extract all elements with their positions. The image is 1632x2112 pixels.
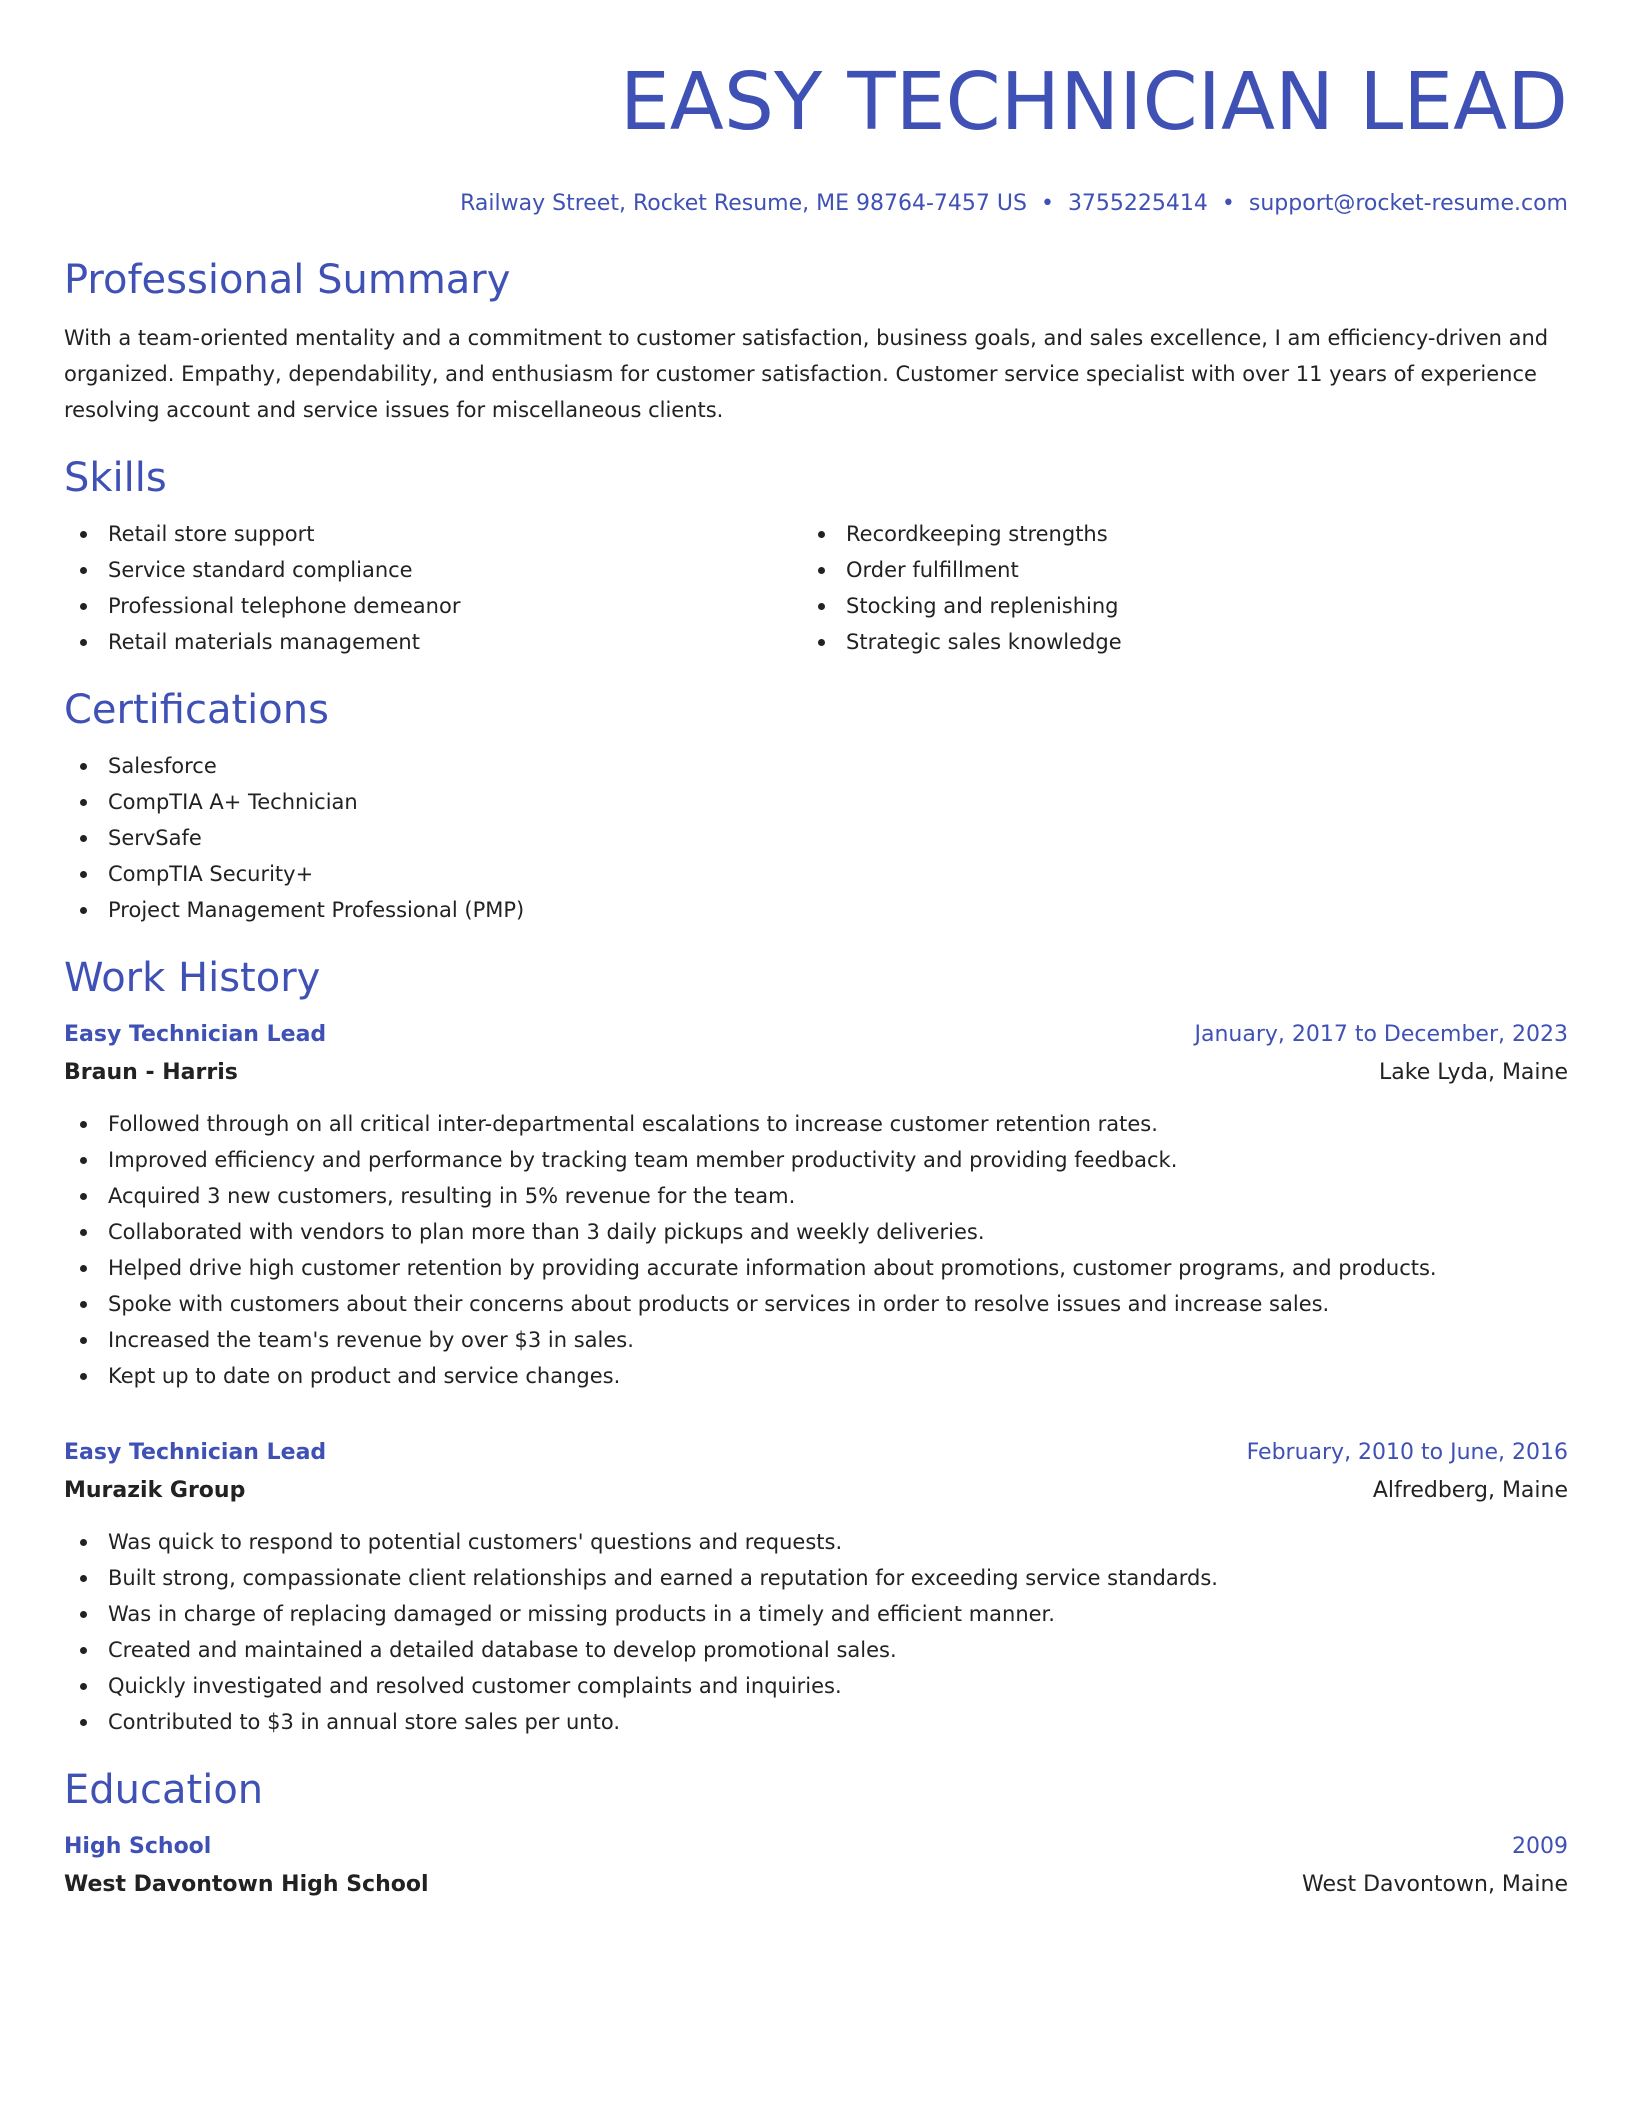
job-duty-item: Acquired 3 new customers, resulting in 5% revenue for the team. — [64, 1178, 1568, 1214]
work-history-section — [64, 954, 1568, 1740]
job-duties-list — [64, 1524, 1568, 1740]
job-location: Alfredberg, Maine — [1372, 1478, 1568, 1503]
job-duty-item: Quickly investigated and resolved customer complaints and inquiries. — [64, 1668, 1568, 1704]
skill-item: Order fulfillment — [802, 552, 1540, 588]
contact-address: Railway Street, Rocket Resume, ME 98764-7457 US — [460, 191, 1027, 216]
job-dates: January, 2017 to December, 2023 — [1194, 1022, 1568, 1047]
job-entry — [64, 1434, 1568, 1740]
contact-separator: • — [1221, 191, 1235, 216]
skills-list-left — [64, 516, 802, 660]
contact-email[interactable]: support@rocket-resume.com — [1248, 191, 1568, 216]
education-location: West Davontown, Maine — [1302, 1872, 1568, 1897]
job-title: Easy Technician Lead — [64, 1022, 327, 1047]
certifications-list — [64, 748, 1568, 928]
job-header-row — [64, 1434, 1568, 1472]
job-duty-item: Created and maintained a detailed database to develop promotional sales. — [64, 1632, 1568, 1668]
job-dates: February, 2010 to June, 2016 — [1246, 1440, 1568, 1465]
skills-list-right — [802, 516, 1540, 660]
candidate-name: EASY TECHNICIAN LEAD — [619, 56, 1568, 148]
education-school-row — [64, 1866, 1568, 1904]
work-history-heading: Work History — [64, 955, 321, 1001]
summary-section — [64, 256, 1568, 428]
education-school: West Davontown High School — [64, 1872, 429, 1897]
job-duty-item: Built strong, compassionate client relationships and earned a reputation for exceeding service standards. — [64, 1560, 1568, 1596]
certifications-heading: Certifications — [64, 687, 329, 733]
job-duty-item: Contributed to $3 in annual store sales per unto. — [64, 1704, 1568, 1740]
job-company-row — [64, 1054, 1568, 1092]
education-heading: Education — [64, 1767, 264, 1813]
skill-item: Professional telephone demeanor — [64, 588, 802, 624]
job-entry — [64, 1016, 1568, 1394]
contact-separator: • — [1040, 191, 1054, 216]
job-duty-item: Followed through on all critical inter-departmental escalations to increase customer retention rates. — [64, 1106, 1568, 1142]
certification-item: ServSafe — [64, 820, 1568, 856]
job-duty-item: Increased the team's revenue by over $3 in sales. — [64, 1322, 1568, 1358]
certifications-section — [64, 686, 1568, 928]
skill-item: Recordkeeping strengths — [802, 516, 1540, 552]
certification-item: CompTIA A+ Technician — [64, 784, 1568, 820]
job-duty-item: Kept up to date on product and service changes. — [64, 1358, 1568, 1394]
education-entry — [64, 1828, 1568, 1904]
job-location: Lake Lyda, Maine — [1379, 1060, 1568, 1085]
job-company-row — [64, 1472, 1568, 1510]
skill-item: Stocking and replenishing — [802, 588, 1540, 624]
certification-item: CompTIA Security+ — [64, 856, 1568, 892]
job-duty-item: Collaborated with vendors to plan more than 3 daily pickups and weekly deliveries. — [64, 1214, 1568, 1250]
education-degree: High School — [64, 1834, 212, 1859]
education-year: 2009 — [1512, 1834, 1568, 1859]
summary-heading: Professional Summary — [64, 257, 511, 303]
skill-item: Strategic sales knowledge — [802, 624, 1540, 660]
resume-header — [64, 56, 1568, 218]
job-duties-list — [64, 1106, 1568, 1394]
job-duty-item: Was in charge of replacing damaged or missing products in a timely and efficient manner. — [64, 1596, 1568, 1632]
skills-grid — [64, 502, 1568, 660]
summary-text: With a team-oriented mentality and a commitment to customer satisfaction, business goals, and sales excellence, I am efficiency-driven and organized. Empathy, dependability, and enthusiasm for customer satisfaction. Customer service specialist with over 11 years of experience resolving account and service issues for miscellaneous clients. — [64, 326, 1549, 422]
job-header-row — [64, 1016, 1568, 1054]
contact-line — [64, 190, 1568, 218]
job-duty-item: Spoke with customers about their concerns about products or services in order to resolve issues and increase sales. — [64, 1286, 1568, 1322]
job-company: Braun - Harris — [64, 1060, 238, 1085]
skill-item: Retail materials management — [64, 624, 802, 660]
skills-heading: Skills — [64, 455, 167, 501]
skill-item: Retail store support — [64, 516, 802, 552]
contact-phone: 3755225414 — [1067, 191, 1208, 216]
job-title: Easy Technician Lead — [64, 1440, 327, 1465]
education-header-row — [64, 1828, 1568, 1866]
job-company: Murazik Group — [64, 1478, 246, 1503]
skills-section — [64, 454, 1568, 660]
job-duty-item: Improved efficiency and performance by tracking team member productivity and providing feedback. — [64, 1142, 1568, 1178]
certification-item: Salesforce — [64, 748, 1568, 784]
skill-item: Service standard compliance — [64, 552, 802, 588]
job-duty-item: Helped drive high customer retention by providing accurate information about promotions, customer programs, and products. — [64, 1250, 1568, 1286]
job-duty-item: Was quick to respond to potential customers' questions and requests. — [64, 1524, 1568, 1560]
certification-item: Project Management Professional (PMP) — [64, 892, 1568, 928]
education-section — [64, 1766, 1568, 1904]
